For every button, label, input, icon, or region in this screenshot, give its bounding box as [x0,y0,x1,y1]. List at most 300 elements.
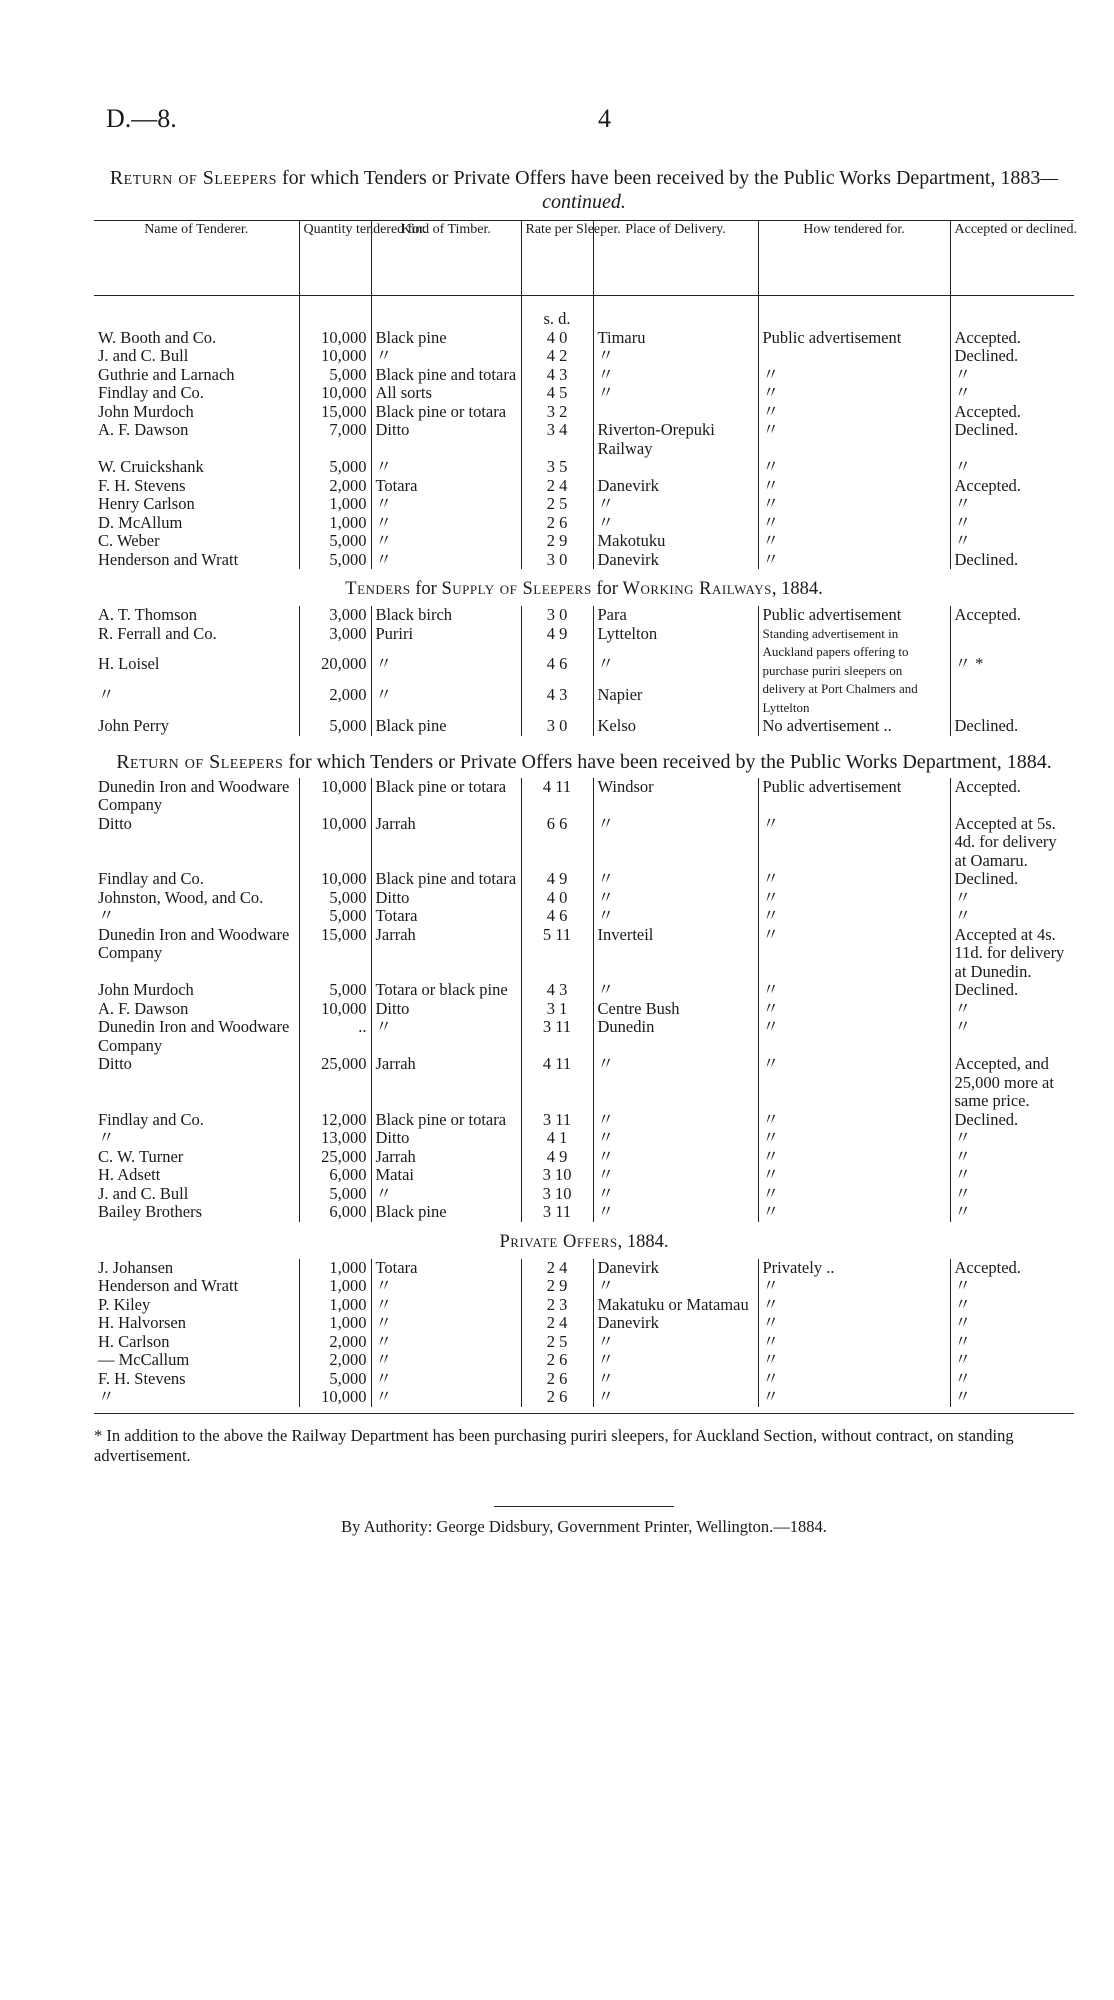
table-cell: 〃 [950,458,1074,477]
table-cell [593,458,758,477]
table-cell: C. Weber [98,531,160,550]
table-cell: 〃 [758,514,950,533]
table-cell: 〃 [950,1166,1074,1185]
table-cell: 〃 [950,1203,1074,1222]
table-cell: Black pine or totara [371,778,521,815]
table-cell: 〃 [371,1277,521,1296]
table-cell: Napier [593,686,758,717]
table-cell: 1,000 [299,1296,371,1315]
table-cell: 10,000 [299,778,371,815]
table-cell: 〃 [371,686,521,717]
table-cell: Riverton-Orepuki Railway [593,421,758,458]
table-cell: 2 3 [521,1296,593,1315]
table-cell: 〃 [758,1000,950,1019]
table-cell: 5,000 [299,1185,371,1204]
table-cell: 〃 [950,889,1074,908]
table-cell: 〃 [593,1333,758,1352]
table-row [94,366,1074,385]
table-cell: 20,000 [299,655,371,686]
table-cell: 2 5 [521,1333,593,1352]
table-cell: 4 3 [521,981,593,1000]
table-row [94,1129,1074,1148]
table-cell: 4 5 [521,384,593,403]
table-cell: 2 4 [521,1259,593,1278]
table-cell: John Murdoch [98,980,194,999]
table-cell: 〃 [950,1277,1074,1296]
table-cell: Danevirk [593,1259,758,1278]
table-cell: 〃 [950,1185,1074,1204]
table-cell: 〃 [593,514,758,533]
table-cell: 1,000 [299,514,371,533]
table-cell: 〃 [758,1277,950,1296]
table-cell: 3 2 [521,403,593,422]
table-cell: H. Adsett [98,1165,161,1184]
table-cell: Public advertisement [758,778,950,815]
table-cell: 〃 [950,1351,1074,1370]
table-cell: 〃 [758,366,950,385]
table-cell: 1,000 [299,495,371,514]
page-number: 4 [598,104,611,133]
table-cell: 〃 [758,870,950,889]
col-quantity: Quantity tendered for. [299,221,371,296]
table-title-1884: Return of Sleepers for which Tenders or Private Offers have been received by the Public Works Department, 1884. [116,750,1052,773]
table-cell: 〃 [371,1351,521,1370]
table-cell: Ditto [371,889,521,908]
table-cell: 1,000 [299,1259,371,1278]
table-cell: 〃 [758,1333,950,1352]
table-cell: Matai [371,1166,521,1185]
table-cell: Public advertisement [758,606,950,625]
table-cell: 〃 [371,1185,521,1204]
table-cell: 〃 [371,495,521,514]
table-cell: 4 1 [521,1129,593,1148]
table-cell: Black pine [371,329,521,348]
col-place-of-delivery: Place of Delivery. [593,221,758,296]
table-cell: 〃 [950,1129,1074,1148]
table-cell: 〃 [98,906,115,925]
rate-units: s. d. [521,310,593,329]
table-cell: F. H. Stevens [98,1368,186,1388]
table-cell: D. McAllum [98,512,183,532]
table-cell: 6 6 [521,815,593,871]
table-cell: Jarrah [371,1148,521,1167]
table-cell: 3,000 [299,625,371,656]
rate-units-row [94,310,1074,329]
table-cell: F. H. Stevens [98,475,186,495]
table-cell: 2 4 [521,1314,593,1333]
table-cell: 3 1 [521,1000,593,1019]
table-cell: Public advertisement [758,329,950,348]
table-cell: 〃 [758,1296,950,1315]
rows-working-railways [94,606,1074,736]
printer-imprint: By Authority: George Didsbury, Government Printer, Wellington.—1884. [341,1516,827,1536]
table-cell: 5,000 [299,551,371,570]
table-row [94,1259,1074,1278]
table-row [94,477,1074,496]
col-accepted: Accepted or declined. [950,221,1074,296]
table-cell: 〃 [593,907,758,926]
table-cell: .. [299,1018,371,1055]
table-cell: 〃 [758,1351,950,1370]
table-cell: Totara [371,1259,521,1278]
table-cell: 〃 [758,384,950,403]
table-cell: 〃 [758,1018,950,1055]
table-cell: Declined. [950,870,1074,889]
table-cell: John Murdoch [98,401,194,421]
table-cell: No advertisement .. [758,717,950,736]
table-cell: 〃 [758,889,950,908]
table-cell: Ditto [371,421,521,458]
table-header-row [94,221,1074,296]
table-cell: Privately .. [758,1259,950,1278]
table-cell: 〃 [758,403,950,422]
table-cell: Jarrah [371,1055,521,1111]
table-cell: 〃 [371,1018,521,1055]
table-cell: 2,000 [299,1333,371,1352]
table-cell: Danevirk [593,1314,758,1333]
table-cell: 〃 [371,551,521,570]
table-cell: Declined. [950,421,1074,458]
table-row [94,1277,1074,1296]
table-cell: Declined. [950,717,1074,736]
table-cell: Black pine [371,717,521,736]
table-cell: 5,000 [299,458,371,477]
table-cell: A. F. Dawson [98,998,189,1018]
table-cell: 〃 [593,1055,758,1111]
table-cell [950,625,1074,656]
table-cell: 10,000 [299,870,371,889]
table-cell: H. Halvorsen [98,1313,186,1332]
table-cell: 4 11 [521,778,593,815]
table-cell: Windsor [593,778,758,815]
table-cell: Ditto [98,813,132,833]
table-row [94,403,1074,422]
table-cell: 〃 [758,1111,950,1130]
table-cell: 15,000 [299,926,371,982]
document-code: D.—8. [106,104,177,133]
table-row [94,458,1074,477]
table-cell: 〃 [950,1333,1074,1352]
table-cell: 〃 [758,1388,950,1407]
table-cell: Accepted. [950,606,1074,625]
table-cell: 〃 [758,551,950,570]
table-cell: 〃 [758,477,950,496]
table-cell: All sorts [371,384,521,403]
table-row [94,1166,1074,1185]
table-cell: 〃 [371,1296,521,1315]
table-cell: 〃 [593,1185,758,1204]
table-cell: Makatuku or Matamau [593,1296,758,1315]
table-cell: 4 0 [521,889,593,908]
table-cell: 〃 [593,655,758,686]
table-cell: 〃 [758,1166,950,1185]
table-row [94,1111,1074,1130]
table-cell: 3 10 [521,1185,593,1204]
table-row [94,514,1074,533]
table-cell: 4 9 [521,1148,593,1167]
table-cell: 〃 [593,1351,758,1370]
table-cell [758,347,950,366]
table-cell: Totara [371,477,521,496]
table-cell: 〃 [950,495,1074,514]
table-cell: Black pine [371,1203,521,1222]
section-working-railways: Tenders for Supply of Sleepers for Working Railways, 1884. [345,579,823,599]
table-cell: J. Johansen [98,1257,174,1277]
table-cell: 〃 [371,514,521,533]
table-cell: 4 2 [521,347,593,366]
table-cell: Black pine and totara [371,366,521,385]
table-cell: 〃 [758,926,950,982]
table-cell: Black pine or totara [371,1111,521,1130]
table-cell: Accepted. [950,403,1074,422]
table-row [94,907,1074,926]
table-cell: Dunedin Iron and Woodware Company [98,924,290,962]
table-title-1883: Return of Sleepers for which Tenders or Private Offers have been received by the Public Works Department, 1883—continued. [109,167,1059,213]
table-cell: Accepted at 4s. 11d. for delivery at Dunedin. [950,926,1074,982]
table-cell: Danevirk [593,551,758,570]
table-cell: 5,000 [299,366,371,385]
table-cell: P. Kiley [98,1294,151,1314]
table-cell: Kelso [593,717,758,736]
table-cell: 〃 [371,1314,521,1333]
table-cell: Inverteil [593,926,758,982]
table-cell: 2,000 [299,1351,371,1370]
table-cell: 〃 [371,655,521,686]
table-row [94,1388,1074,1407]
table-cell: Black birch [371,606,521,625]
table-cell: 5,000 [299,717,371,736]
table-row [94,1203,1074,1222]
table-cell: 〃 [950,532,1074,551]
table-cell: 〃 [950,1314,1074,1333]
table-cell: 3 0 [521,551,593,570]
table-cell: Dunedin Iron and Woodware Company [98,776,290,814]
table-cell: H. Loisel [98,654,160,674]
table-cell: 〃 [758,495,950,514]
table-row [94,1351,1074,1370]
table-cell: 〃 [593,1388,758,1407]
table-cell: 3 11 [521,1111,593,1130]
table-cell: 〃 [950,384,1074,403]
table-cell: 3 4 [521,421,593,458]
table-cell: A. F. Dawson [98,420,189,439]
table-cell: 〃 [593,870,758,889]
table-cell: 〃 [371,458,521,477]
table-cell: 3 11 [521,1203,593,1222]
table-cell: 4 9 [521,625,593,656]
table-cell: 〃 [758,1129,950,1148]
table-cell: 〃 [593,981,758,1000]
table-cell: 3 0 [521,717,593,736]
table-row [94,551,1074,570]
table-cell: Ditto [371,1129,521,1148]
table-cell: 〃 [593,495,758,514]
table-cell: Johnston, Wood, and Co. [98,887,264,907]
table-cell: 〃 [593,1166,758,1185]
table-cell: 〃 [758,1314,950,1333]
table-cell: 4 3 [521,366,593,385]
table-row [94,778,1074,815]
table-cell: 5,000 [299,981,371,1000]
table-cell: W. Cruickshank [98,457,204,476]
table-cell: 〃 [593,366,758,385]
table-cell: Ditto [98,1054,132,1073]
table-row [94,1000,1074,1019]
table-cell: — McCallum [98,1350,190,1369]
table-row [94,870,1074,889]
returns-table [94,220,1077,569]
table-cell: Totara or black pine [371,981,521,1000]
table-cell: 〃 [371,532,521,551]
table-row [94,1333,1074,1352]
table-cell: 〃 [98,1387,115,1406]
table-cell: Black pine or totara [371,403,521,422]
table-cell: 〃 [950,907,1074,926]
table-cell: 13,000 [299,1129,371,1148]
table-cell: 7,000 [299,421,371,458]
table-cell: 〃 [950,514,1074,533]
table-cell: 10,000 [299,1000,371,1019]
col-name-of-tenderer: Name of Tenderer. [144,222,249,237]
table-cell: 2,000 [299,686,371,717]
table-cell: 25,000 [299,1055,371,1111]
section-private-offers: Private Offers, 1884. [499,1231,669,1252]
table-row [94,1296,1074,1315]
table-cell: Dunedin [593,1018,758,1055]
table-cell: 10,000 [299,329,371,348]
table-cell: 10,000 [299,1388,371,1407]
table-cell: 〃 [593,384,758,403]
table-cell: 〃 [593,347,758,366]
table-cell: 10,000 [299,384,371,403]
table-row [94,606,1074,625]
table-cell: 〃 [758,1055,950,1111]
table-cell: 2 6 [521,1351,593,1370]
table-cell: Makotuku [593,532,758,551]
table-cell: J. and C. Bull [98,1183,189,1203]
table-row [94,1185,1074,1204]
table-cell: 3 0 [521,606,593,625]
footnote: * In addition to the above the Railway Department has been purchasing puriri sleepers, for Auckland Section, without contract, on standing advertisement. [94,1425,1014,1465]
table-cell [950,686,1074,717]
table-cell: 6,000 [299,1166,371,1185]
table-row [94,1314,1074,1333]
table-cell: Findlay and Co. [98,1109,204,1129]
table-row [94,1370,1074,1389]
table-cell: 〃 [758,421,950,458]
table-row [94,1148,1074,1167]
table-cell: Totara [371,907,521,926]
table-cell: 25,000 [299,1148,371,1167]
table-cell: Accepted. [950,329,1074,348]
table-cell: 4 3 [521,686,593,717]
table-cell: 12,000 [299,1111,371,1130]
col-rate: Rate per Sleeper. [521,221,593,296]
table-cell: 2 5 [521,495,593,514]
rows-private-offers [94,1259,1074,1407]
table-cell: 10,000 [299,347,371,366]
table-cell: 〃 [593,1277,758,1296]
table-cell: Jarrah [371,926,521,982]
table-cell: 2,000 [299,477,371,496]
table-cell: 4 0 [521,329,593,348]
table-cell: Accepted. [950,477,1074,496]
col-kind-of-timber: Kind of Timber. [371,221,521,296]
returns-1884-table [94,778,1074,1222]
table-cell: C. W. Turner [98,1146,184,1166]
table-cell: W. Booth and Co. [98,327,217,347]
table-row [94,1018,1074,1055]
table-cell: Declined. [950,981,1074,1000]
table-cell: 〃 [371,347,521,366]
rows-1884 [94,778,1074,1222]
private-offers-table [94,1259,1074,1407]
table-row [94,421,1074,458]
table-cell: 〃 [758,815,950,871]
table-cell: H. Carlson [98,1331,170,1351]
table-cell: Puriri [371,625,521,656]
table-cell: 5,000 [299,907,371,926]
table-cell: 〃 [98,1128,115,1147]
table-cell: 〃 [593,1148,758,1167]
table-row [94,717,1074,736]
sleepers-table [94,220,1077,1537]
table-cell: 3,000 [299,606,371,625]
table-cell: Dunedin Iron and Woodware Company [98,1017,290,1055]
table-cell: Ditto [371,1000,521,1019]
table-cell: 〃 [371,1370,521,1389]
table-cell: 1,000 [299,1314,371,1333]
table-cell: Timaru [593,329,758,348]
table-cell: 15,000 [299,403,371,422]
table-cell: 〃 [758,1370,950,1389]
table-row [94,532,1074,551]
table-cell: 〃 [593,889,758,908]
table-row [94,981,1074,1000]
table-cell: 〃 [950,1296,1074,1315]
table-cell: 〃 [98,685,115,705]
table-cell: 〃 [371,1388,521,1407]
table-row [94,889,1074,908]
table-cell: A. T. Thomson [98,605,198,624]
table-cell: 〃 [950,1000,1074,1019]
standing-advertisement-note: Standing advertisement in Auckland papers offering to purchase puriri sleepers on delivery at Port Chalmers and Lyttelton [758,625,950,718]
table-cell: Bailey Brothers [98,1202,203,1221]
table-cell: 4 11 [521,1055,593,1111]
table-cell: 5,000 [299,889,371,908]
table-cell: Centre Bush [593,1000,758,1019]
table-cell: 3 5 [521,458,593,477]
table-cell: 〃 [758,458,950,477]
table-cell: 2 4 [521,477,593,496]
table-row [94,1055,1074,1111]
table-cell: Declined. [950,347,1074,366]
table-cell: Accepted. [950,1259,1074,1278]
table-cell: Findlay and Co. [98,383,204,402]
table-cell: Para [593,606,758,625]
table-cell: 5 11 [521,926,593,982]
table-row [94,625,1074,656]
rows-1883 [94,329,1074,570]
table-row [94,815,1074,871]
table-cell: 〃 [593,1129,758,1148]
table-cell: 2 9 [521,532,593,551]
table-cell: 2 9 [521,1277,593,1296]
table-cell: 〃 [371,1333,521,1352]
table-cell: 〃 [950,1370,1074,1389]
table-cell: Declined. [950,1111,1074,1130]
table-cell: Accepted, and 25,000 more at same price. [950,1055,1074,1111]
